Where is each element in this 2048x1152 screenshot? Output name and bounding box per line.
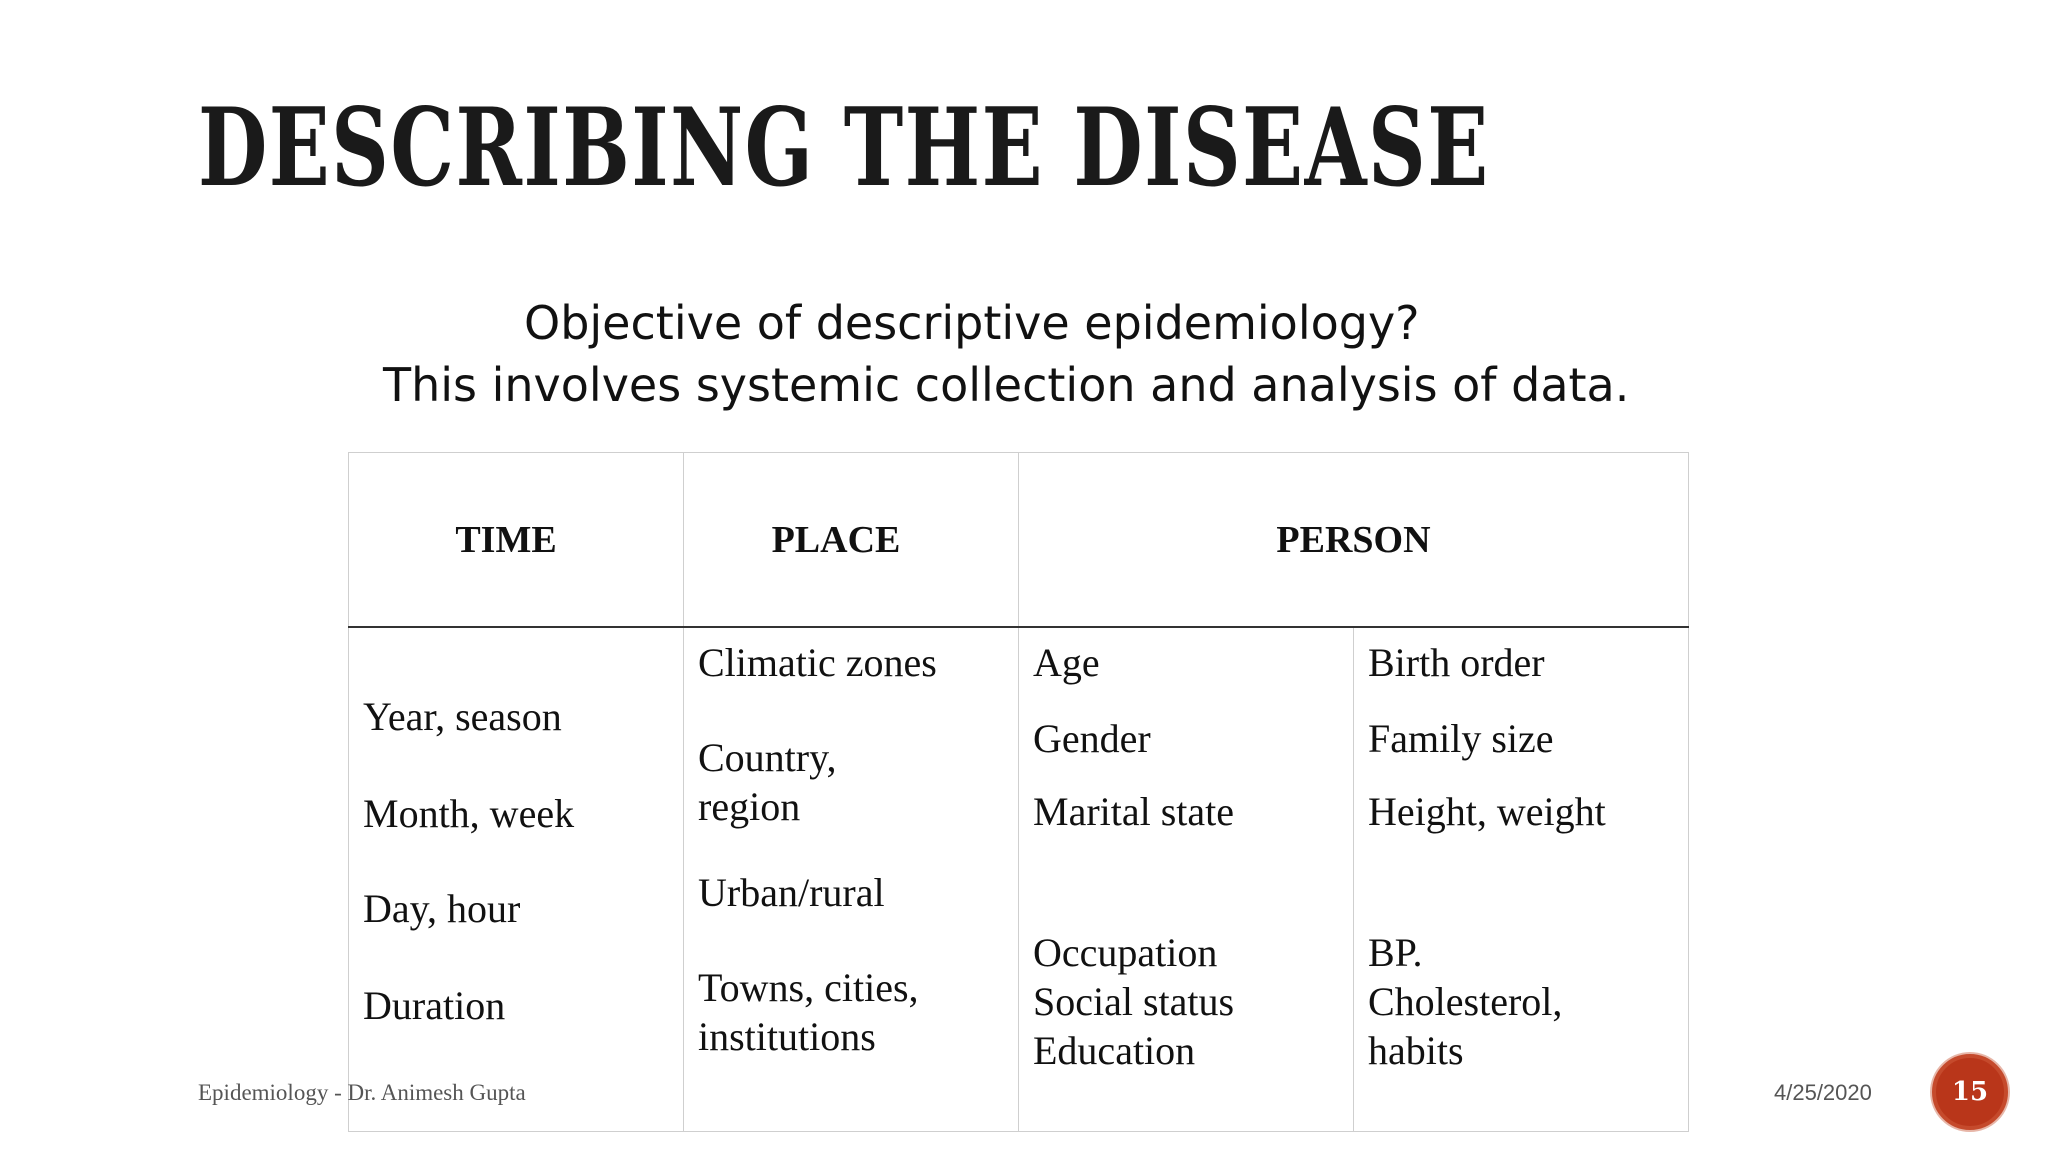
person-item: Age (1033, 640, 1100, 685)
person-cell-a (1019, 627, 1354, 1132)
person-item: Family size (1368, 716, 1554, 761)
person-item: Marital state (1033, 789, 1235, 834)
subtitle-line-1: Objective of descriptive epidemiology? (524, 296, 1420, 350)
person-item: BP. (1368, 930, 1423, 975)
person-item: Height, weight (1368, 789, 1606, 834)
person-item: Occupation (1033, 930, 1218, 975)
person-item: Cholesterol, (1368, 979, 1563, 1024)
header-person (1019, 453, 1689, 628)
person-item: habits (1368, 1028, 1464, 1073)
place-item: Country, (698, 735, 837, 780)
page-number: 15 (1951, 1077, 1989, 1107)
person-item: Birth order (1368, 640, 1545, 685)
person-item: Social status (1033, 979, 1235, 1024)
subtitle-line-2: This involves systemic collection and analysis of data. (383, 358, 1630, 412)
header-place (684, 453, 1019, 628)
header-time (349, 453, 684, 628)
header-time-label: TIME (455, 518, 557, 561)
place-item: Towns, cities, (698, 965, 919, 1010)
footer-author: Epidemiology - Dr. Animesh Gupta (198, 1080, 526, 1105)
time-cell (349, 627, 684, 1132)
header-place-label: PLACE (771, 518, 901, 561)
person-item: Education (1033, 1028, 1196, 1073)
table-header-row (349, 453, 1689, 628)
place-cell (684, 627, 1019, 1132)
time-item: Day, hour (363, 886, 521, 931)
place-item: institutions (698, 1014, 876, 1059)
place-item: Urban/rural (698, 870, 885, 915)
time-item: Year, season (363, 694, 562, 739)
place-item: Climatic zones (698, 640, 937, 685)
page-number-badge (1932, 1054, 2008, 1130)
time-item: Duration (363, 983, 506, 1028)
time-item: Month, week (363, 791, 575, 836)
footer-date: 4/25/2020 (1774, 1080, 1872, 1105)
slide-title: DESCRIBING THE DISEASE (198, 85, 1490, 211)
person-item: Gender (1033, 716, 1151, 761)
time-place-person-table (348, 452, 1689, 1132)
header-person-label: PERSON (1276, 518, 1431, 561)
person-cell-b (1354, 627, 1689, 1132)
table-body-row (349, 627, 1689, 1132)
place-item: region (698, 784, 801, 829)
